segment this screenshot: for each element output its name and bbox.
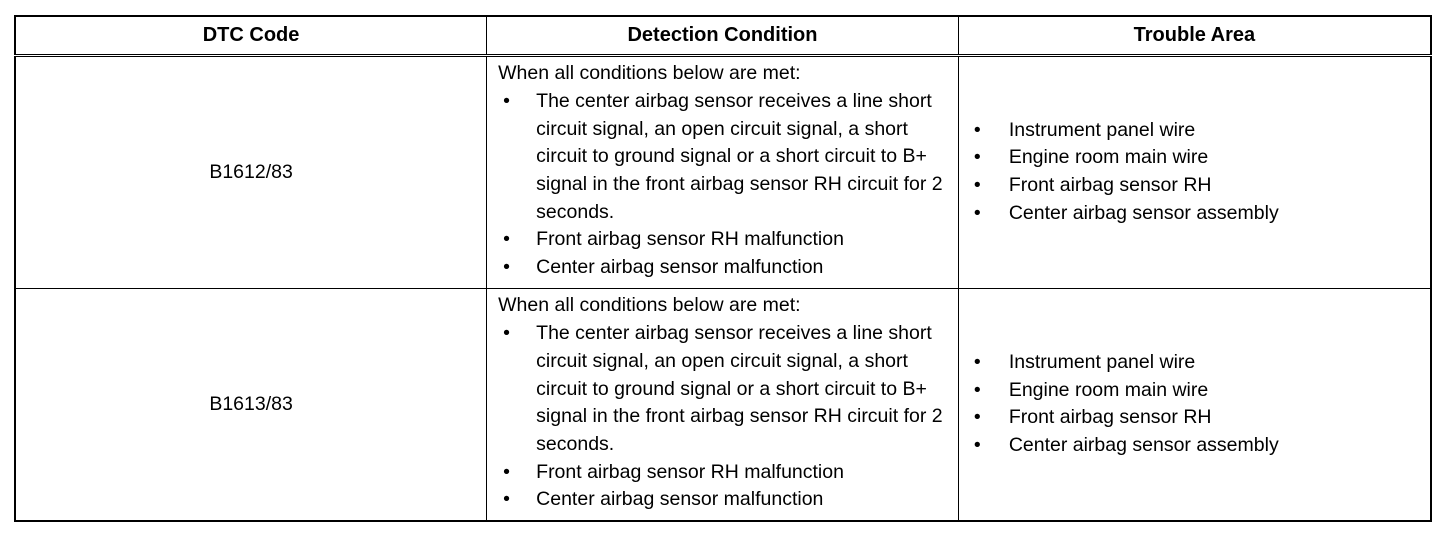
- trouble-area-item: [969, 404, 1420, 432]
- header-dtc-code: DTC Code: [15, 16, 487, 55]
- condition-item: [498, 254, 948, 282]
- bullet-icon: •: [503, 322, 510, 345]
- bullet-icon: •: [973, 378, 981, 401]
- condition-list: [498, 320, 948, 514]
- trouble-area-text: Engine room main wire: [1008, 146, 1209, 169]
- condition-text: Center airbag sensor malfunction: [536, 488, 824, 511]
- condition-text: Center airbag sensor malfunction: [536, 256, 824, 279]
- bullet-icon: •: [503, 460, 510, 483]
- trouble-area-item: [969, 200, 1420, 228]
- bullet-icon: •: [503, 89, 510, 112]
- condition-item: [498, 226, 948, 254]
- trouble-area-item: [969, 432, 1420, 460]
- condition-text: The center airbag sensor receives a line short circuit signal, an open circuit signal, a short circuit to ground signal or a short circuit to B+ signal in the front airbag sensor RH circuit for 2 seconds.: [536, 322, 943, 455]
- table-header: [15, 16, 1431, 55]
- bullet-icon: •: [973, 406, 981, 429]
- bullet-icon: •: [503, 488, 510, 511]
- dtc-code-cell: B1612/83: [15, 55, 487, 288]
- dtc-table: [14, 15, 1432, 522]
- condition-item: [498, 459, 948, 487]
- bullet-icon: •: [503, 228, 510, 251]
- bullet-icon: •: [973, 174, 981, 196]
- trouble-area-text: Instrument panel wire: [1008, 118, 1196, 141]
- trouble-area-item: [969, 117, 1420, 145]
- trouble-area-text: Front airbag sensor RH: [1008, 406, 1212, 429]
- trouble-area-cell: [958, 55, 1431, 288]
- condition-text: The center airbag sensor receives a line short circuit signal, an open circuit signal, a short circuit to ground signal or a short circuit to B+ signal in the front airbag sensor RH circuit for 2 seconds.: [536, 89, 943, 223]
- detection-condition-cell: [487, 288, 959, 521]
- table-row: [15, 288, 1431, 521]
- condition-text: Front airbag sensor RH malfunction: [536, 228, 844, 251]
- table-row: [15, 55, 1431, 288]
- bullet-icon: •: [973, 201, 981, 224]
- trouble-area-text: Center airbag sensor assembly: [1008, 201, 1279, 224]
- trouble-area-list: [969, 349, 1420, 460]
- trouble-area-text: Center airbag sensor assembly: [1008, 433, 1279, 456]
- bullet-icon: •: [973, 146, 981, 169]
- bullet-icon: •: [973, 433, 981, 456]
- header-row: [15, 16, 1431, 55]
- trouble-area-item: [969, 377, 1420, 405]
- trouble-area-item: [969, 172, 1420, 200]
- trouble-area-text: Engine room main wire: [1008, 378, 1209, 401]
- table-body: [15, 55, 1431, 521]
- condition-list: [498, 88, 948, 282]
- bullet-icon: •: [503, 256, 510, 279]
- header-trouble-area: Trouble Area: [958, 16, 1431, 55]
- condition-intro: When all conditions below are met:: [498, 62, 801, 85]
- detection-condition-cell: [487, 55, 959, 288]
- trouble-area-text: Front airbag sensor RH: [1008, 174, 1212, 196]
- header-detection-condition: Detection Condition: [487, 16, 959, 55]
- condition-item: [498, 486, 948, 514]
- trouble-area-cell: [958, 288, 1431, 521]
- condition-item: [498, 88, 948, 227]
- condition-item: [498, 320, 948, 459]
- bullet-icon: •: [973, 118, 981, 141]
- bullet-icon: •: [973, 350, 981, 373]
- trouble-area-text: Instrument panel wire: [1008, 350, 1196, 373]
- trouble-area-item: [969, 349, 1420, 377]
- trouble-area-list: [969, 117, 1420, 228]
- dtc-code-cell: B1613/83: [15, 288, 487, 521]
- condition-text: Front airbag sensor RH malfunction: [536, 460, 844, 483]
- condition-intro: When all conditions below are met:: [498, 294, 801, 317]
- trouble-area-item: [969, 144, 1420, 172]
